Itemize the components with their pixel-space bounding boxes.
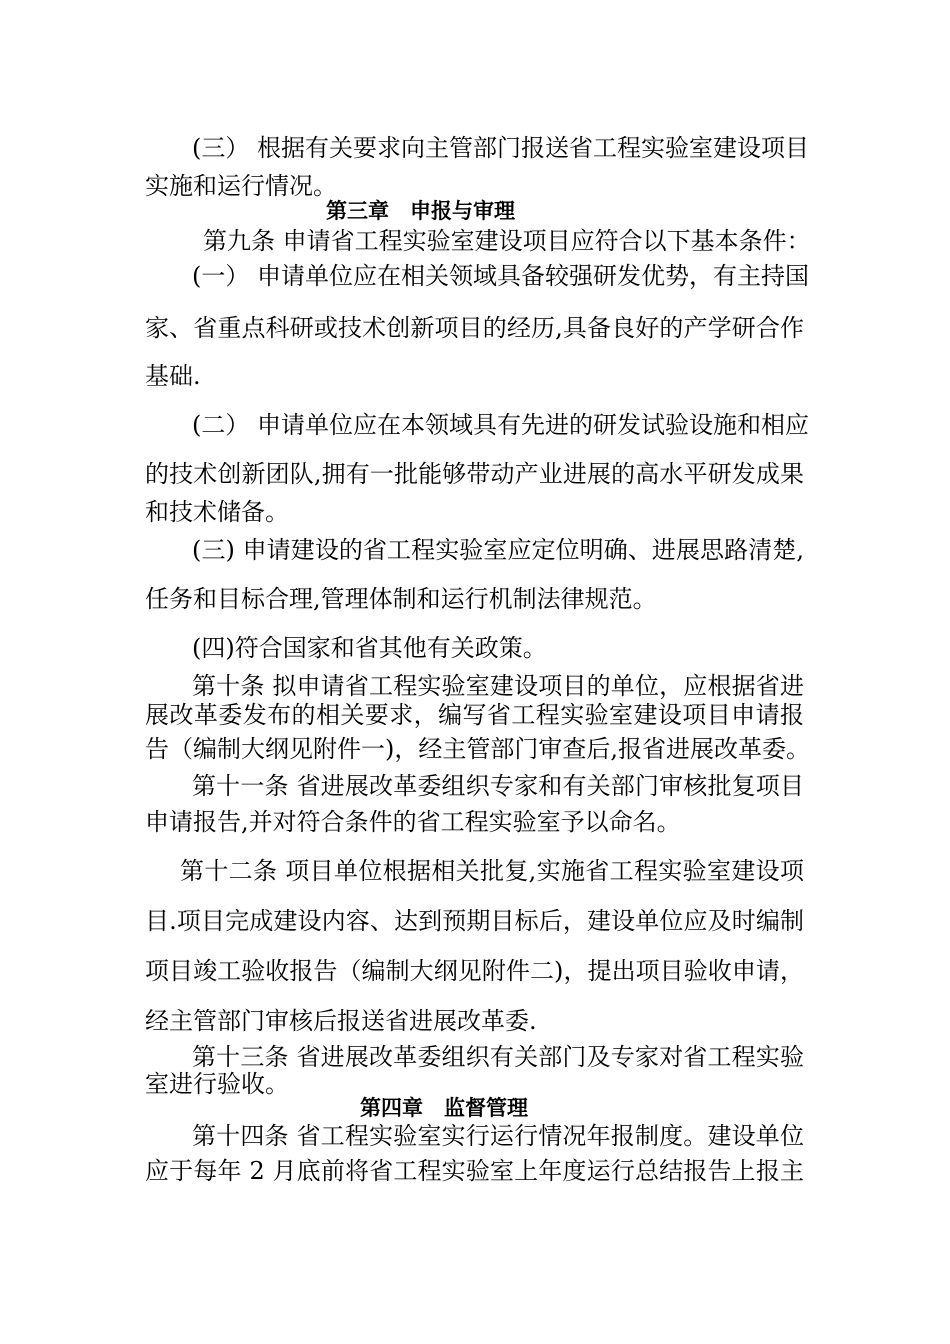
chapter-heading-3: 第三章 申报与审理 <box>326 198 515 223</box>
text-line: 项目竣工验收报告（编制大纲见附件二)，提出项目验收申请， <box>145 957 804 985</box>
text-line: 应于每年 2 月底前将省工程实验室上年度运行总结报告上报主 <box>145 1157 804 1185</box>
text-line: 展改革委发布的相关要求，编写省工程实验室建设项目申请报 <box>145 701 804 729</box>
text-line: 告（编制大纲见附件一)，经主管部门审查后,报省进展改革委。 <box>145 735 810 763</box>
text-line: 经主管部门审核后报送省进展改革委. <box>145 1007 537 1035</box>
text-line: 第十一条 省进展改革委组织专家和有关部门审核批复项目 <box>192 772 804 800</box>
text-line: 和技术储备。 <box>145 498 289 526</box>
text-line: 基础. <box>145 362 201 390</box>
text-line: 家、省重点科研或技术创新项目的经历,具备良好的产学研合作 <box>145 314 804 342</box>
text-line: 第十四条 省工程实验室实行运行情况年报制度。建设单位 <box>192 1122 804 1150</box>
text-line: 目.项目完成建设内容、达到预期目标后，建设单位应及时编制 <box>145 907 804 935</box>
text-line: 第十二条 项目单位根据相关批复,实施省工程实验室建设项 <box>180 857 804 885</box>
text-line: (四)符合国家和省其他有关政策。 <box>192 634 547 662</box>
text-line: 的技术创新团队,拥有一批能够带动产业进展的高水平研发成果 <box>145 460 804 488</box>
chapter-heading-4: 第四章 监督管理 <box>360 1095 528 1120</box>
text-line: 室进行验收。 <box>145 1070 289 1098</box>
text-line: 第九条 申请省工程实验室建设项目应符合以下基本条件： <box>203 227 811 255</box>
text-line: 第十条 拟申请省工程实验室建设项目的单位，应根据省进 <box>192 672 804 700</box>
text-line: (三） 根据有关要求向主管部门报送省工程实验室建设项目 <box>192 134 809 162</box>
text-line: (三) 申请建设的省工程实验室应定位明确、进展思路清楚, <box>192 536 804 564</box>
text-line: (二） 申请单位应在本领域具有先进的研发试验设施和相应 <box>192 411 809 439</box>
text-line: 第十三条 省进展改革委组织有关部门及专家对省工程实验 <box>192 1043 804 1071</box>
text-line: (一） 申请单位应在相关领域具备较强研发优势，有主持国 <box>192 262 809 290</box>
text-line: 申请报告,并对符合条件的省工程实验室予以命名。 <box>145 808 681 836</box>
text-line: 实施和运行情况。 <box>145 172 337 200</box>
text-line: 任务和目标合理,管理体制和运行机制法律规范。 <box>145 585 657 613</box>
